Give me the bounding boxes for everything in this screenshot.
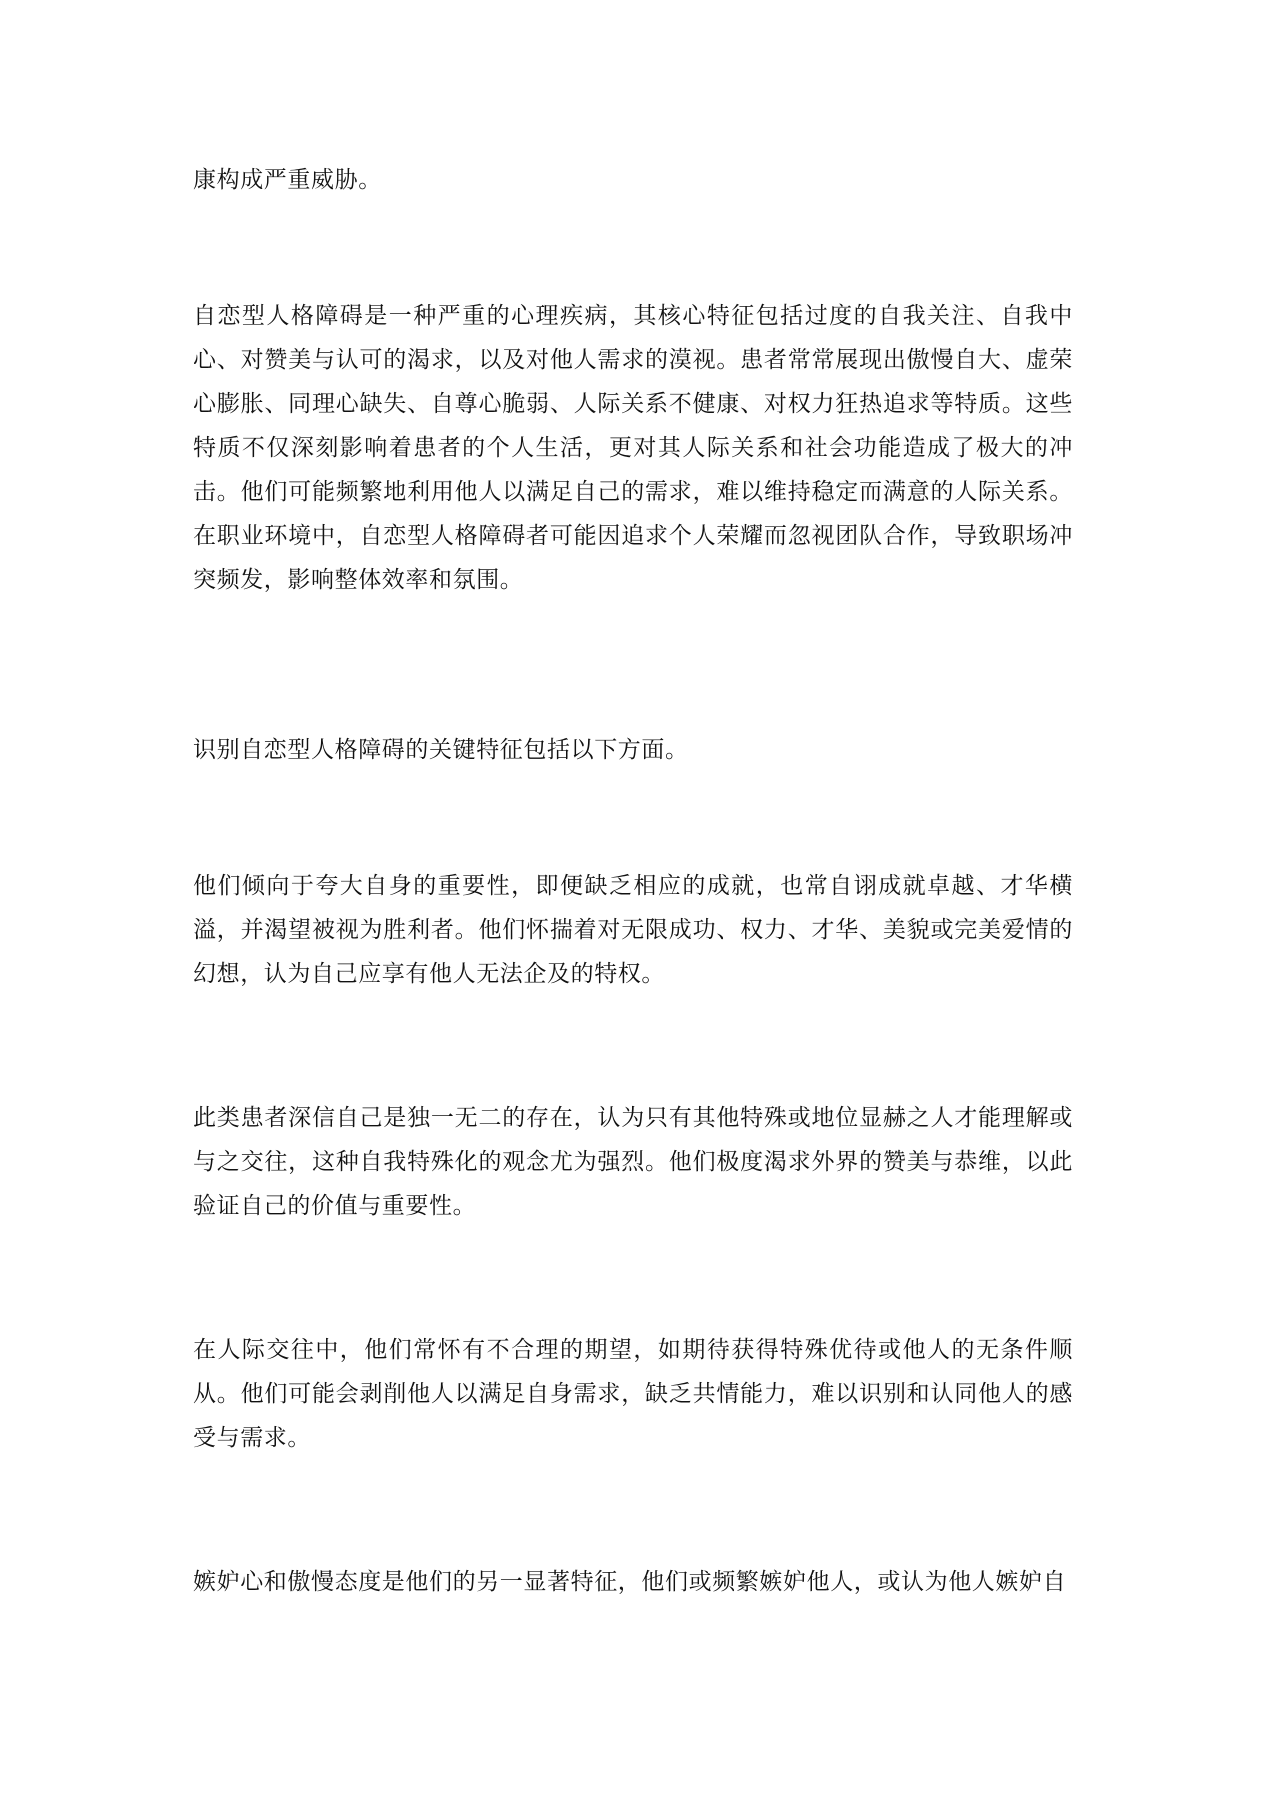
paragraph-grandiosity: 他们倾向于夸大自身的重要性，即便缺乏相应的成就，也常自诩成就卓越、才华横溢，并渴望被视为胜利者。他们怀揣着对无限成功、权力、才华、美貌或完美爱情的幻想，认为自己应享有他人无法企及的特权。 <box>193 873 1073 987</box>
paragraph-envy-arrogance: 嫉妒心和傲慢态度是他们的另一显著特征，他们或频繁嫉妒他人，或认为他人嫉妒自 <box>193 1569 1067 1595</box>
paragraph-continuation: 康构成严重威胁。 <box>193 167 382 193</box>
paragraph-key-features-intro: 识别自恋型人格障碍的关键特征包括以下方面。 <box>193 737 689 763</box>
paragraph-uniqueness: 此类患者深信自己是独一无二的存在，认为只有其他特殊或地位显赫之人才能理解或与之交往，这种自我特殊化的观念尤为强烈。他们极度渴求外界的赞美与恭维，以此验证自己的价值与重要性。 <box>193 1105 1073 1219</box>
paragraph-overview: 自恋型人格障碍是一种严重的心理疾病，其核心特征包括过度的自我关注、自我中心、对赞美与认可的渴求，以及对他人需求的漠视。患者常常展现出傲慢自大、虚荣心膨胀、同理心缺失、自尊心脆弱、人际关系不健康、对权力狂热追求等特质。这些特质不仅深刻影响着患者的个人生活，更对其人际关系和社会功能造成了极大的冲击。他们可能频繁地利用他人以满足自己的需求，难以维持稳定而满意的人际关系。在职业环境中，自恋型人格障碍者可能因追求个人荣耀而忽视团队合作，导致职场冲突频发，影响整体效率和氛围。 <box>193 303 1073 593</box>
paragraph-interpersonal: 在人际交往中，他们常怀有不合理的期望，如期待获得特殊优待或他人的无条件顺从。他们可能会剥削他人以满足自身需求，缺乏共情能力，难以识别和认同他人的感受与需求。 <box>193 1337 1073 1451</box>
